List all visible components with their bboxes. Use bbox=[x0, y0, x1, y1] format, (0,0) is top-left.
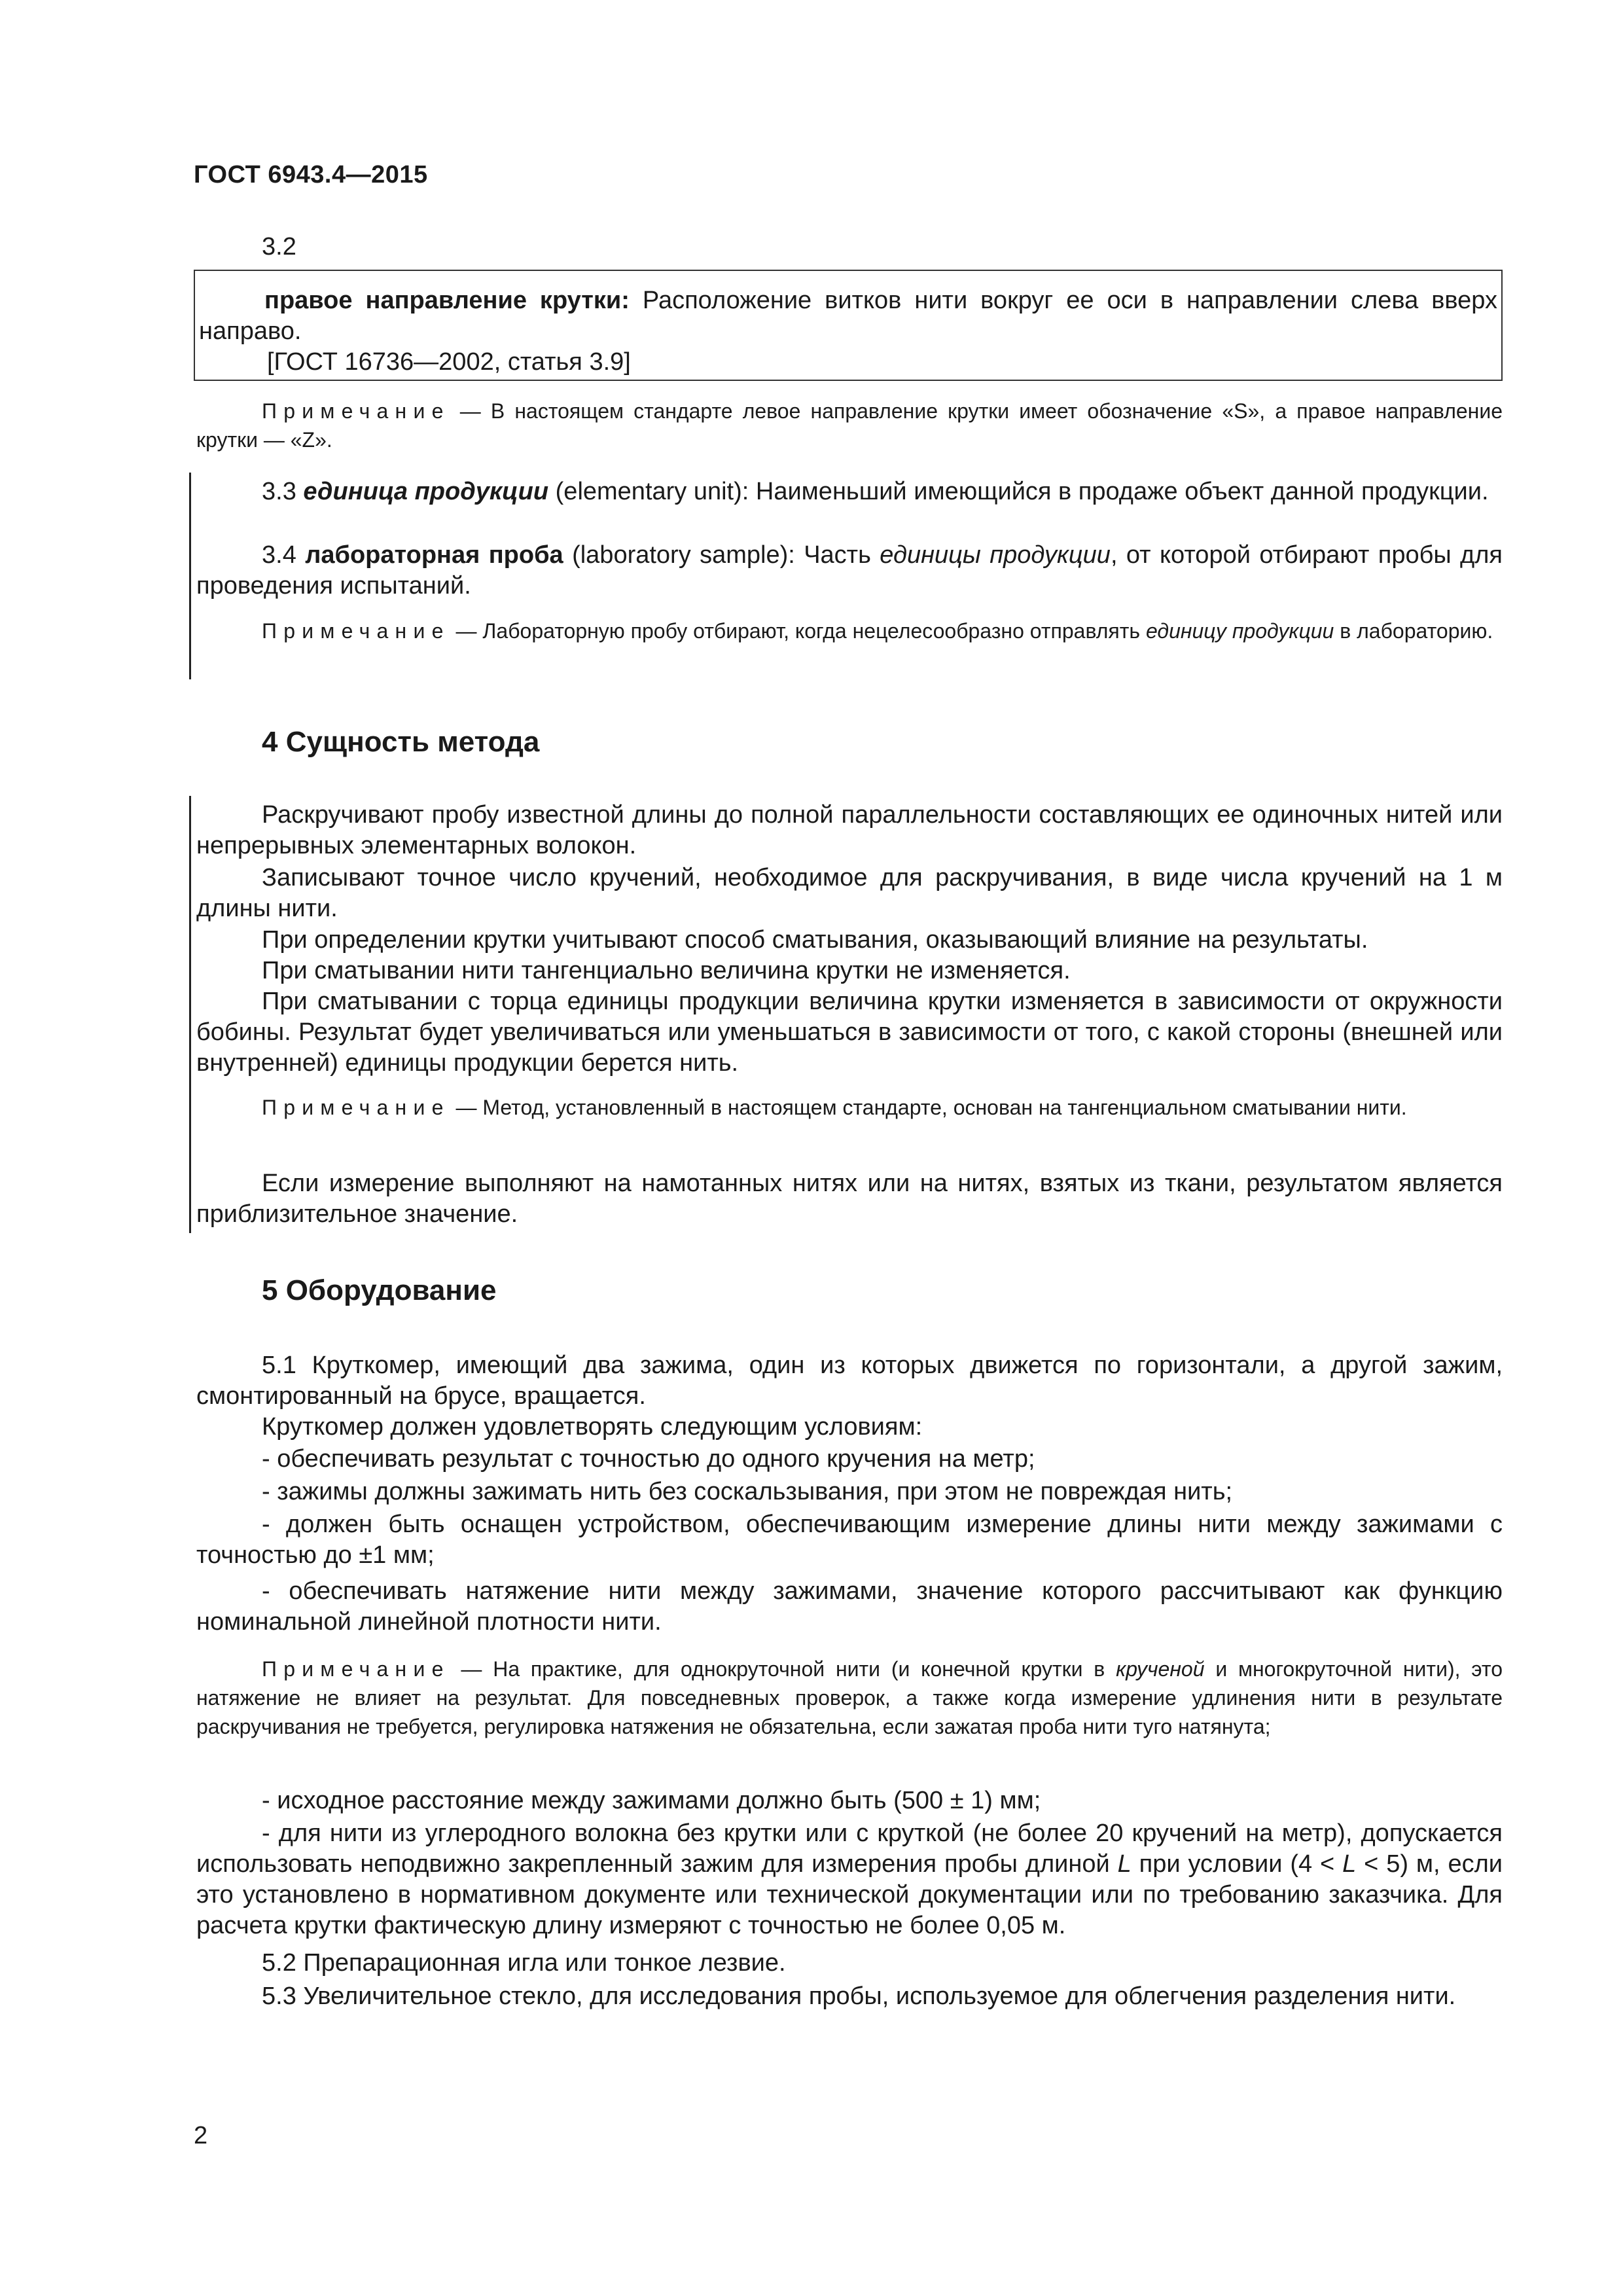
requirements-intro: Круткомер должен удовлетворять следующим условиям: bbox=[262, 1413, 923, 1441]
list-text: - для нити из углеродного волокна без крутки или с круткой (не более 20 кручений на метр), допускается использовать неподвижно закрепленный зажим для измерения пробы длиной bbox=[196, 1820, 1503, 1878]
list-item: - должен быть оснащен устройством, обеспечивающим измерение длины нити между зажимами с точностью до ±1 мм; bbox=[196, 1511, 1503, 1569]
section4-paragraph: При сматывании нити тангенциально величина крутки не изменяется. bbox=[262, 957, 1071, 984]
list-item: - обеспечивать результат с точностью до одного кручения на метр; bbox=[262, 1445, 1035, 1473]
clause-3-4 bbox=[196, 540, 1503, 601]
note-label: Примечание bbox=[262, 399, 450, 423]
list-item-carbon bbox=[196, 1818, 1503, 1941]
note-text: — В настоящем стандарте левое направление крутки имеет обозначение «S», а правое направление крутки — «Z». bbox=[196, 399, 1503, 452]
clause-text: (laboratory sample): Часть bbox=[563, 541, 880, 569]
document-header: ГОСТ 6943.4—2015 bbox=[194, 161, 428, 188]
list-text: при условии (4 < bbox=[1131, 1850, 1343, 1878]
change-bar bbox=[189, 796, 191, 1233]
clause-term: единица продукции bbox=[303, 478, 549, 505]
note-text: и многокруточной нити), это натяжение не влияет на результат. Для повседневных проверок, а также когда измерение удлинения нити в результате раскручивания не требуется, регулировка натяжения не обязательна, если зажатая проба нити туго натянута; bbox=[196, 1657, 1503, 1738]
note-italic: крученой bbox=[1116, 1657, 1205, 1681]
clause-num: 3.3 bbox=[262, 478, 304, 505]
section4-paragraph: Раскручивают пробу известной длины до полной параллельности составляющих ее одиночных нитей или непрерывных элементарных волокон. bbox=[196, 801, 1503, 859]
change-bar bbox=[189, 473, 191, 679]
definition-term: правое направление крутки: bbox=[264, 287, 630, 314]
note-text: — На практике, для однокруточной нити (и конечной крутки в bbox=[450, 1657, 1116, 1681]
note-label: Примечание bbox=[262, 1657, 450, 1681]
clause-5-2: 5.2 Препарационная игла или тонкое лезвие. bbox=[262, 1949, 786, 1977]
clause-term: лабораторная проба bbox=[305, 541, 563, 569]
list-item: - исходное расстояние между зажимами должно быть (500 ± 1) мм; bbox=[262, 1787, 1041, 1814]
section-heading-5: 5 Оборудование bbox=[262, 1274, 497, 1306]
note-lab-sample bbox=[196, 617, 1503, 645]
symbol-L: L bbox=[1117, 1850, 1132, 1878]
definition-3-2 bbox=[199, 285, 1497, 347]
note-label: Примечание bbox=[262, 619, 450, 643]
note-text: — Лабораторную пробу отбирают, когда нецелесообразно отправлять bbox=[450, 619, 1146, 643]
list-item: - обеспечивать натяжение нити между зажимами, значение которого рассчитывают как функцию номинальной линейной плотности нити. bbox=[196, 1577, 1503, 1636]
note-label: Примечание bbox=[262, 1096, 450, 1119]
note-method bbox=[196, 1093, 1503, 1122]
clause-text: , от которой отбирают пробы для проведения испытаний. bbox=[196, 541, 1503, 600]
clause-3-3 bbox=[196, 476, 1503, 507]
definition-box bbox=[194, 270, 1503, 381]
clause-italic: единицы продукции bbox=[880, 541, 1111, 569]
section4-final: Если измерение выполняют на намотанных нитях или на нитях, взятых из ткани, результатом является приблизительное значение. bbox=[196, 1170, 1503, 1228]
note-tension bbox=[196, 1655, 1503, 1741]
clause-5-3: 5.3 Увеличительное стекло, для исследования пробы, используемое для облегчения разделения нити. bbox=[262, 1982, 1456, 2010]
page-number: 2 bbox=[194, 2122, 208, 2149]
note-italic: единицу продукции bbox=[1145, 619, 1334, 643]
definition-text: Расположение витков нити вокруг ее оси в направлении слева вверх направо. bbox=[199, 287, 1497, 345]
note-text: в лабораторию. bbox=[1334, 619, 1493, 643]
section4-paragraph: Записывают точное число кручений, необходимое для раскручивания, в виде числа кручений на 1 м длины нити. bbox=[196, 864, 1503, 922]
section4-paragraph: При сматывании с торца единицы продукции величина крутки изменяется в зависимости от окружности бобины. Результат будет увеличиваться или уменьшаться в зависимости от того, с какой стороны (внешней или внутренней) единицы продукции берется нить. bbox=[196, 988, 1503, 1077]
definition-reference: [ГОСТ 16736—2002, статья 3.9] bbox=[267, 348, 631, 376]
section4-paragraph: При определении крутки учитывают способ сматывания, оказывающий влияние на результаты. bbox=[262, 926, 1368, 954]
clause-number-3-2: 3.2 bbox=[262, 233, 296, 260]
note-text: — Метод, установленный в настоящем стандарте, основан на тангенциальном сматывании нити. bbox=[450, 1096, 1407, 1119]
clause-5-1: 5.1 Круткомер, имеющий два зажима, один из которых движется по горизонтали, а другой зажим, смонтированный на брусе, вращается. bbox=[196, 1352, 1503, 1410]
list-text: < 5) м, если это установлено в нормативном документе или технической документации или по требованию заказчика. Для расчета крутки фактическую длину измеряют с точностью не более 0,05 м. bbox=[196, 1850, 1503, 1939]
clause-text: (elementary unit): Наименьший имеющийся в продаже объект данной продукции. bbox=[548, 478, 1489, 505]
list-item: - зажимы должны зажимать нить без соскальзывания, при этом не повреждая нить; bbox=[262, 1478, 1233, 1505]
clause-num: 3.4 bbox=[262, 541, 306, 569]
note-direction bbox=[196, 397, 1503, 454]
symbol-L: L bbox=[1342, 1850, 1357, 1878]
section-heading-4: 4 Сущность метода bbox=[262, 726, 540, 758]
